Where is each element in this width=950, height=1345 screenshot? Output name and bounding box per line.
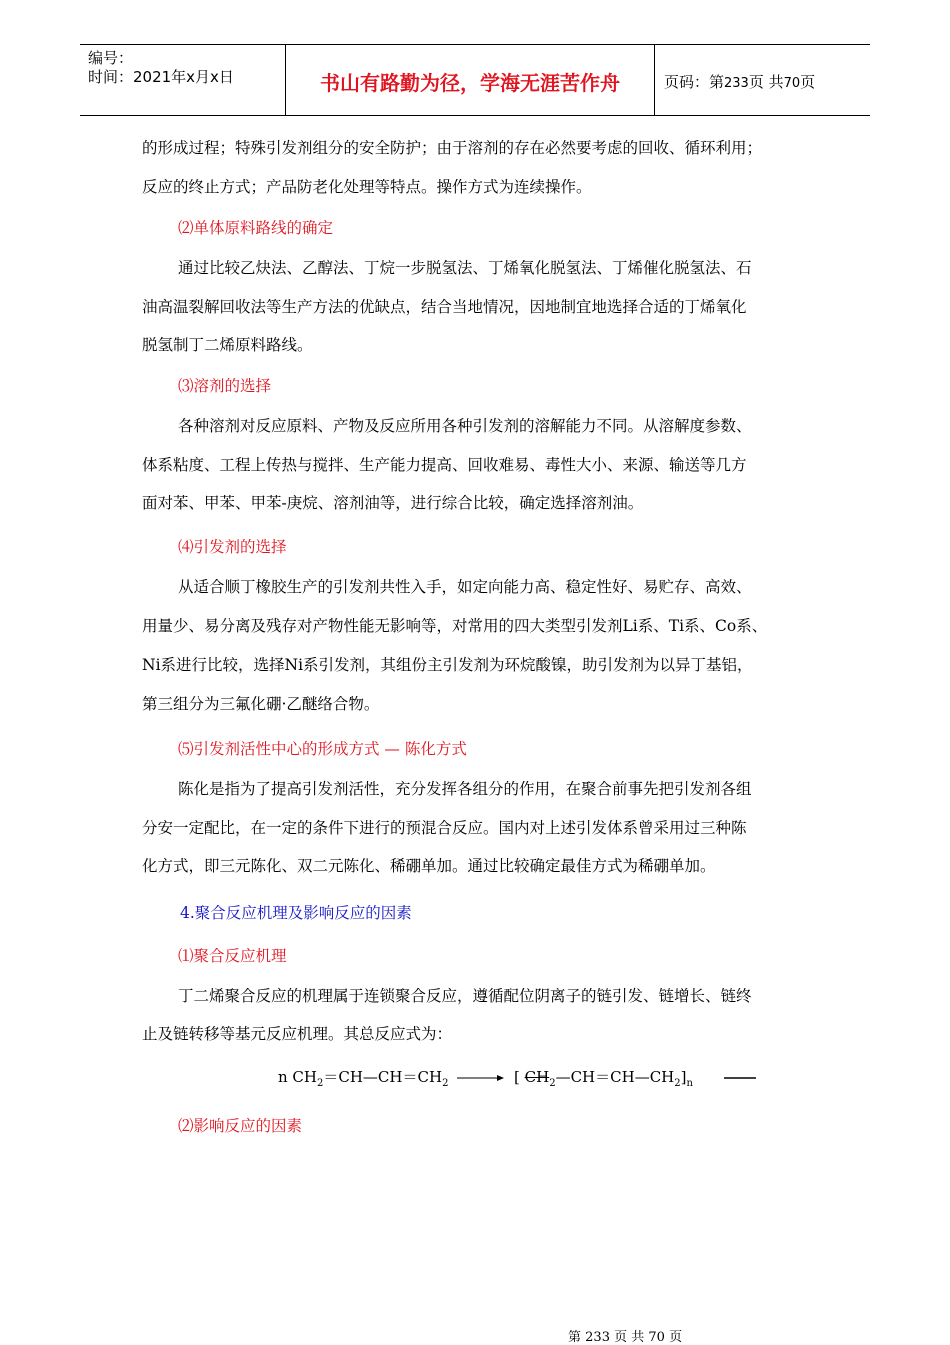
- page-prefix: 页码：第: [664, 73, 725, 91]
- section-heading: ⑴聚合反应机理: [178, 947, 287, 965]
- body-paragraph-line: 各种溶剂对反应原料、产物及反应所用各种引发剂的溶解能力不同。从溶解度参数、: [178, 417, 752, 435]
- body-paragraph-line: 体系粘度、工程上传热与搅拌、生产能力提高、回收难易、毒性大小、来源、输送等几方: [142, 456, 747, 474]
- footer-page-total: 70: [648, 1330, 665, 1345]
- page-mid: 页 共: [748, 73, 784, 91]
- body-paragraph-line: 第三组分为三氟化硼·乙醚络合物。: [142, 695, 380, 713]
- reactant-text: n $CH_2=CH—CH=CH_2$: [278, 1068, 449, 1089]
- footer-page-number: 233: [585, 1330, 610, 1345]
- body-paragraph-line: 丁二烯聚合反应的机理属于连锁聚合反应，遵循配位阴离子的链引发、链增长、链终: [178, 987, 752, 1005]
- body-paragraph-line: 从适合顺丁橡胶生产的引发剂共性入手，如定向能力高、稳定性好、易贮存、高效、: [178, 578, 752, 596]
- bond-line-icon: [724, 1076, 756, 1080]
- header-meta: [88, 49, 234, 87]
- product-text: [ $CH_2—CH=CH—CH_2]_n$: [514, 1068, 693, 1089]
- body-paragraph-line: 用量少、易分离及残存对产物性能无影响等，对常用的四大类型引发剂Li系、Ti系、Co系、: [142, 617, 768, 635]
- section-heading: ⑵影响反应的因素: [178, 1117, 303, 1135]
- body-paragraph-line: 反应的终止方式；产品防老化处理等特点。操作方式为连续操作。: [142, 178, 592, 196]
- header-page-info: [664, 71, 815, 92]
- body-paragraph-line: 通过比较乙炔法、乙醇法、丁烷一步脱氢法、丁烯氧化脱氢法、丁烯催化脱氢法、石: [178, 259, 752, 277]
- section-heading: 4.聚合反应机理及影响反应的因素: [180, 904, 412, 922]
- page-footer: 第 233 页 共 70 页: [568, 1330, 683, 1345]
- section-heading: ⑷引发剂的选择: [178, 538, 287, 556]
- page-number: 233: [724, 76, 749, 91]
- section-heading: ⑵单体原料路线的确定: [178, 219, 334, 237]
- reaction-equation: [278, 1066, 756, 1089]
- reaction-arrow-icon: [457, 1073, 505, 1083]
- doc-time-label: 时间：2021年x月x日: [88, 68, 234, 86]
- body-paragraph-line: 陈化是指为了提高引发剂活性，充分发挥各组分的作用，在聚合前事先把引发剂各组: [178, 780, 752, 798]
- body-paragraph-line: 分安一定配比，在一定的条件下进行的预混合反应。国内对上述引发体系曾采用过三种陈: [142, 819, 747, 837]
- body-paragraph-line: 脱氢制丁二烯原料路线。: [142, 336, 313, 354]
- body-paragraph-line: 油高温裂解回收法等生产方法的优缺点，结合当地情况，因地制宜地选择合适的丁烯氧化: [142, 298, 747, 316]
- doc-number-label: 编号：: [88, 49, 134, 67]
- page-header: [80, 44, 870, 116]
- body-paragraph-line: 止及链转移等基元反应机理。其总反应式为：: [142, 1025, 453, 1043]
- header-divider: [654, 45, 655, 115]
- section-heading: ⑶溶剂的选择: [178, 377, 272, 395]
- header-motto: 书山有路勤为径，学海无涯苦作舟: [320, 71, 620, 95]
- body-paragraph-line: 面对苯、甲苯、甲苯-庚烷、溶剂油等，进行综合比较，确定选择溶剂油。: [142, 494, 644, 512]
- body-paragraph-line: 的形成过程；特殊引发剂组分的安全防护；由于溶剂的存在必然要考虑的回收、循环利用；: [142, 139, 763, 157]
- section-heading: ⑸引发剂活性中心的形成方式 — 陈化方式: [178, 740, 467, 758]
- body-paragraph-line: 化方式，即三元陈化、双二元陈化、稀硼单加。通过比较确定最佳方式为稀硼单加。: [142, 857, 716, 875]
- body-paragraph-line: Ni系进行比较，选择Ni系引发剂，其组份主引发剂为环烷酸镍，助引发剂为以异丁基铝，: [142, 656, 753, 674]
- page-total: 70: [783, 76, 801, 91]
- page-suffix: 页: [800, 73, 816, 91]
